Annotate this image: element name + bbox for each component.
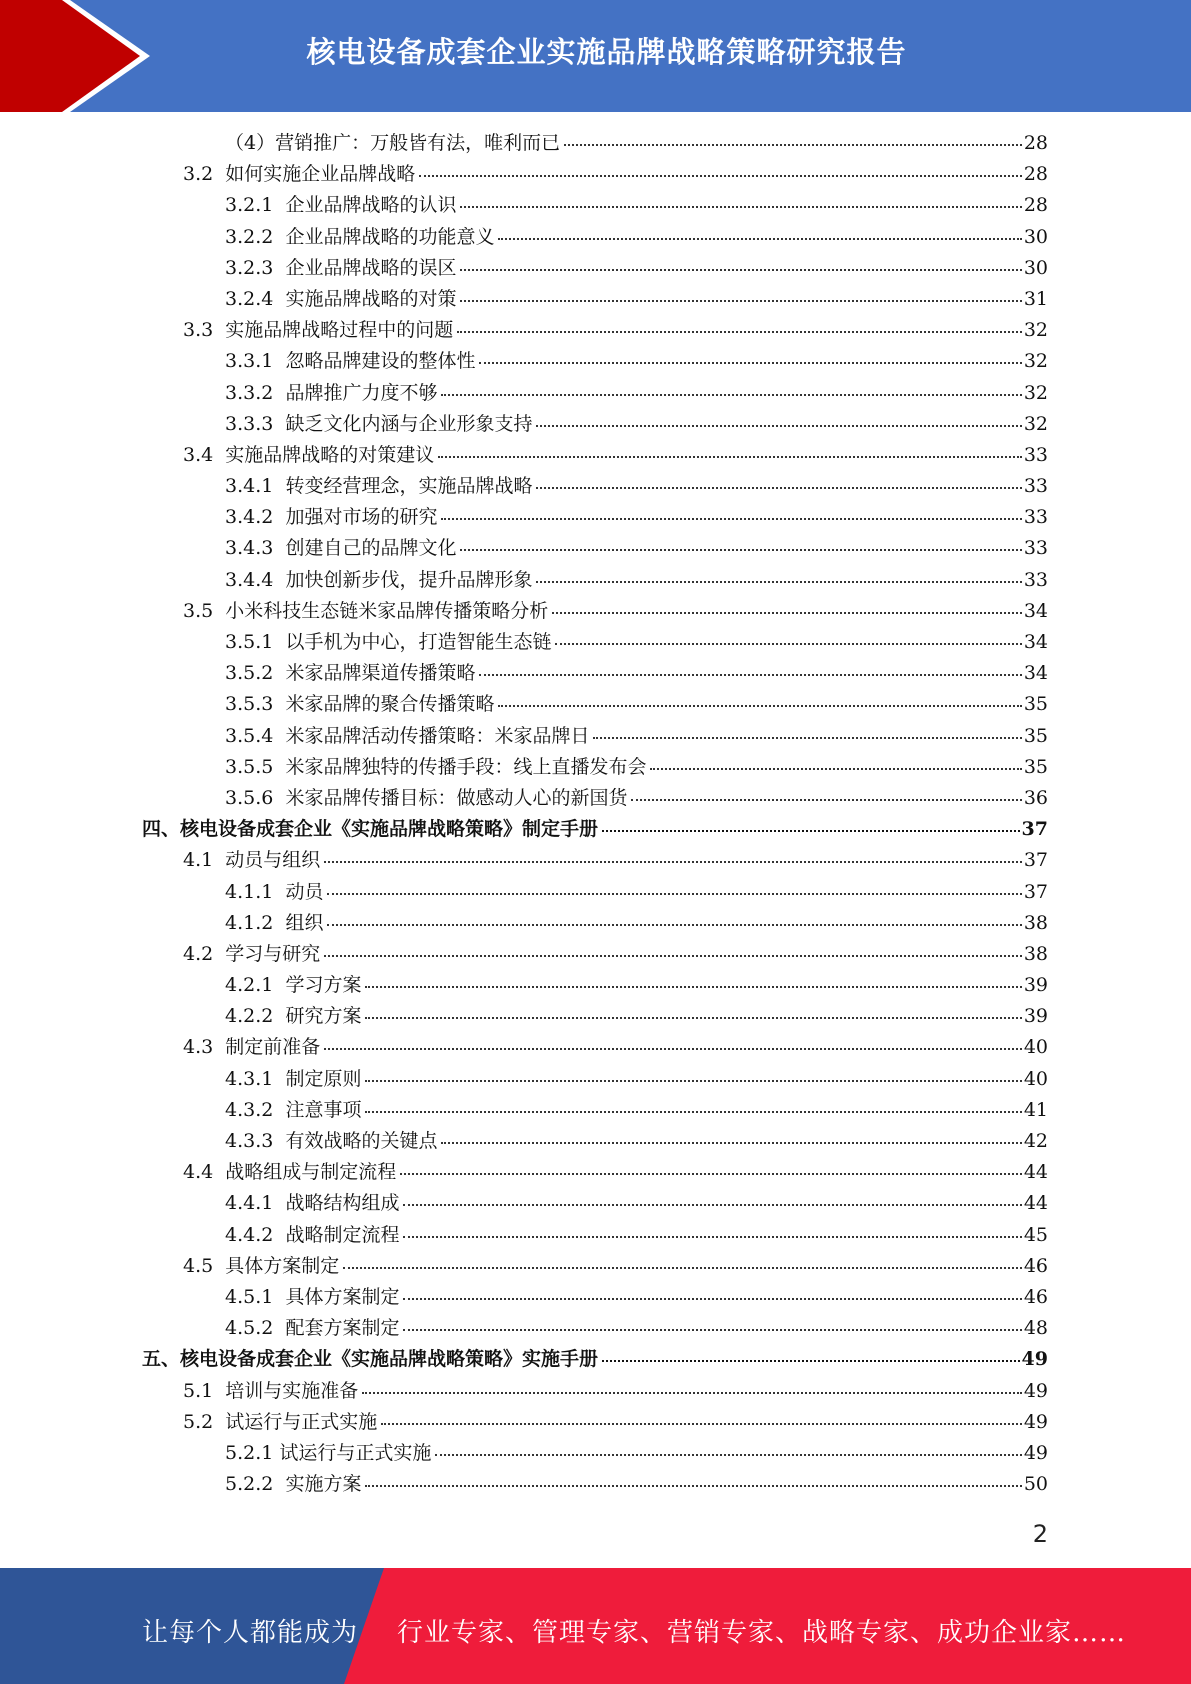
- toc-entry-title: 创建自己的品牌文化: [285, 537, 457, 560]
- toc-entry-row: [225, 627, 1048, 658]
- toc-entry-title: 动员: [285, 880, 324, 903]
- toc-entry-number: 3.2.4: [225, 287, 286, 310]
- toc-entry-title: 制定原则: [285, 1067, 362, 1090]
- toc-entry[interactable]: [0, 533, 1191, 564]
- toc-entry-page: 39: [1023, 974, 1048, 997]
- toc-entry-row: [225, 721, 1048, 752]
- toc-entry-number: 4.3: [183, 1036, 226, 1059]
- toc-entry-row: [225, 409, 1048, 440]
- toc-entry-page: 40: [1023, 1067, 1048, 1090]
- toc-entry-row: [225, 1438, 1048, 1469]
- toc-entry[interactable]: [0, 315, 1191, 346]
- toc-dot-leader: [381, 1422, 1022, 1425]
- toc-entry-page: 28: [1023, 132, 1048, 154]
- toc-dot-leader: [536, 580, 1021, 583]
- toc-entry-page: 38: [1023, 942, 1048, 965]
- toc-entry[interactable]: [0, 596, 1191, 627]
- toc-entry-title: 如何实施企业品牌战略: [225, 163, 416, 186]
- toc-entry-row: [225, 378, 1048, 409]
- toc-entry-number: 3.4.1: [225, 475, 286, 498]
- toc-dot-leader: [324, 954, 1022, 957]
- toc-dot-leader: [419, 174, 1022, 177]
- toc-entry-page: 32: [1023, 319, 1048, 342]
- toc-dot-leader: [403, 1203, 1021, 1206]
- toc-entry-page: 34: [1023, 631, 1048, 653]
- toc-entry-number: 4.3.3: [225, 1130, 286, 1152]
- toc-entry-row: [183, 939, 1048, 970]
- toc-entry-row: [142, 814, 1048, 845]
- toc-dot-leader: [602, 1359, 1020, 1362]
- toc-entry-row: [225, 284, 1048, 315]
- toc-entry-number: 3.5.2: [225, 662, 286, 685]
- toc-entry-title: 营销推广：万般皆有法，唯利而已: [275, 132, 561, 154]
- toc-entry-page: 32: [1023, 350, 1048, 373]
- toc-entry-number: 4.5.2: [225, 1317, 286, 1340]
- toc-entry-title: 五、核电设备成套企业《实施品牌战略策略》实施手册: [142, 1348, 599, 1371]
- toc-entry-number: 4.2.1: [225, 974, 286, 997]
- toc-entry-page: 35: [1023, 693, 1048, 716]
- toc-entry-title: 实施品牌战略过程中的问题: [225, 319, 454, 342]
- toc-entry-page: 49: [1023, 1441, 1048, 1464]
- toc-entry-row: [225, 970, 1048, 1001]
- toc-dot-leader: [343, 1266, 1022, 1269]
- toc-entry-page: 35: [1023, 724, 1048, 747]
- toc-entry-title: 实施方案: [285, 1473, 362, 1496]
- toc-dot-leader: [552, 611, 1022, 614]
- toc-entry-title: 米家品牌独特的传播手段：线上直播发布会: [285, 755, 647, 778]
- toc-entry-row: [225, 222, 1048, 253]
- toc-entry-number: （4）: [225, 132, 276, 154]
- toc-entry[interactable]: [0, 814, 1191, 845]
- toc-dot-leader: [324, 860, 1022, 863]
- toc-entry-number: 4.3.1: [225, 1067, 286, 1090]
- toc-entry[interactable]: [0, 908, 1191, 939]
- toc-entry-row: [225, 1313, 1048, 1344]
- toc-entry[interactable]: [0, 190, 1191, 221]
- toc-entry-number: 3.5.3: [225, 693, 286, 716]
- toc-dot-leader: [457, 330, 1022, 333]
- toc-entry-number: 4.5.1: [225, 1285, 286, 1308]
- toc-dot-leader: [365, 985, 1021, 988]
- toc-entry-title: 米家品牌渠道传播策略: [285, 662, 476, 685]
- toc-entry-title: 注意事项: [285, 1098, 362, 1121]
- toc-entry-title: 制定前准备: [225, 1036, 321, 1059]
- toc-entry-number: 3.4.4: [225, 568, 286, 591]
- toc-entry-number: 5.2.1: [225, 1441, 280, 1464]
- toc-entry-row: [225, 1282, 1048, 1313]
- toc-dot-leader: [593, 736, 1021, 739]
- toc-entry-number: 3.5.1: [225, 631, 286, 653]
- toc-entry[interactable]: [0, 1126, 1191, 1157]
- toc-dot-leader: [365, 1016, 1021, 1019]
- toc-entry-number: 3.4.3: [225, 537, 286, 560]
- toc-entry-title: 动员与组织: [225, 849, 321, 872]
- table-of-contents: [0, 128, 1191, 1500]
- toc-dot-leader: [362, 1391, 1022, 1394]
- toc-entry-title: 转变经营理念，实施品牌战略: [285, 475, 533, 498]
- toc-dot-leader: [536, 424, 1021, 427]
- toc-entry-page: 40: [1023, 1036, 1048, 1059]
- toc-entry-row: [225, 502, 1048, 533]
- toc-dot-leader: [564, 143, 1022, 146]
- toc-entry[interactable]: [0, 752, 1191, 783]
- toc-entry-title: 米家品牌传播目标：做感动人心的新国货: [285, 786, 628, 809]
- toc-dot-leader: [460, 268, 1021, 271]
- toc-dot-leader: [602, 829, 1020, 832]
- toc-entry-page: 37: [1023, 849, 1048, 872]
- toc-entry-number: 3.4.2: [225, 506, 286, 529]
- toc-entry-title: 米家品牌的聚合传播策略: [285, 693, 495, 716]
- toc-dot-leader: [327, 892, 1021, 895]
- toc-dot-leader: [536, 486, 1021, 489]
- toc-entry-row: [225, 658, 1048, 689]
- toc-entry-number: 4.4: [183, 1161, 226, 1184]
- toc-entry-number: 4.4.2: [225, 1223, 286, 1246]
- toc-entry-row: [183, 1157, 1048, 1188]
- toc-entry-number: 3.3.3: [225, 412, 286, 435]
- toc-entry-page: 32: [1023, 412, 1048, 435]
- toc-entry-title: 品牌推广力度不够: [285, 381, 438, 404]
- toc-entry-number: 4.2: [183, 942, 226, 965]
- toc-entry-title: 具体方案制定: [285, 1285, 400, 1308]
- toc-entry-row: [225, 1064, 1048, 1095]
- toc-entry-title: 具体方案制定: [225, 1254, 340, 1277]
- toc-dot-leader: [498, 237, 1021, 240]
- toc-entry-row: [225, 1095, 1048, 1126]
- toc-entry[interactable]: [0, 1064, 1191, 1095]
- toc-entry-title: 战略组成与制定流程: [225, 1161, 397, 1184]
- toc-entry-number: 3.3.2: [225, 381, 286, 404]
- toc-entry-page: 42: [1023, 1130, 1048, 1152]
- toc-entry-row: [225, 877, 1048, 908]
- toc-dot-leader: [460, 299, 1021, 302]
- toc-entry-page: 37: [1021, 818, 1048, 841]
- toc-entry[interactable]: [0, 970, 1191, 1001]
- toc-entry-row: [225, 1469, 1048, 1500]
- toc-entry-number: 4.1.2: [225, 911, 286, 934]
- toc-entry-row: [183, 1251, 1048, 1282]
- toc-entry-number: 3.4: [183, 443, 226, 466]
- toc-entry[interactable]: [0, 1438, 1191, 1469]
- toc-entry-title: 战略结构组成: [285, 1192, 400, 1215]
- toc-entry[interactable]: [0, 658, 1191, 689]
- toc-entry-page: 46: [1023, 1285, 1048, 1308]
- toc-entry-row: [183, 1407, 1048, 1438]
- toc-dot-leader: [324, 1047, 1022, 1050]
- footer-slogan-left: 让每个人都能成为: [142, 1618, 359, 1648]
- toc-entry[interactable]: [0, 721, 1191, 752]
- toc-entry-row: [225, 689, 1048, 720]
- toc-entry-row: [225, 533, 1048, 564]
- toc-dot-leader: [365, 1110, 1021, 1113]
- toc-entry-page: 33: [1023, 506, 1048, 529]
- toc-entry-number: 3.2.2: [225, 225, 286, 248]
- toc-entry-page: 33: [1023, 443, 1048, 466]
- toc-entry[interactable]: [0, 409, 1191, 440]
- toc-dot-leader: [435, 1453, 1021, 1456]
- toc-entry[interactable]: [0, 1220, 1191, 1251]
- toc-entry[interactable]: [0, 440, 1191, 471]
- toc-entry-page: 48: [1023, 1317, 1048, 1340]
- toc-entry-row: [225, 1001, 1048, 1032]
- toc-entry-row: [183, 1032, 1048, 1063]
- toc-entry-title: 培训与实施准备: [225, 1379, 359, 1402]
- toc-entry[interactable]: [0, 1282, 1191, 1313]
- toc-entry-number: 3.2.1: [225, 194, 286, 217]
- toc-entry-page: 30: [1023, 225, 1048, 248]
- toc-entry-number: 4.4.1: [225, 1192, 286, 1215]
- toc-entry-title: 研究方案: [285, 1005, 362, 1028]
- toc-entry[interactable]: [0, 222, 1191, 253]
- toc-entry-row: [225, 908, 1048, 939]
- toc-entry-row: [225, 1220, 1048, 1251]
- toc-entry-row: [225, 752, 1048, 783]
- toc-entry[interactable]: [0, 378, 1191, 409]
- toc-dot-leader: [441, 1141, 1021, 1144]
- toc-entry[interactable]: [0, 845, 1191, 876]
- toc-entry-page: 44: [1023, 1161, 1048, 1184]
- toc-entry-title: 实施品牌战略的对策: [285, 287, 457, 310]
- toc-entry-row: [225, 565, 1048, 596]
- toc-dot-leader: [365, 1079, 1021, 1082]
- toc-dot-leader: [441, 393, 1021, 396]
- toc-entry-number: 3.5.5: [225, 755, 286, 778]
- toc-entry-title: 忽略品牌建设的整体性: [285, 350, 476, 373]
- document-title: 核电设备成套企业实施品牌战略策略研究报告: [306, 35, 907, 69]
- toc-entry-number: 3.5.6: [225, 786, 286, 809]
- toc-entry[interactable]: [0, 1157, 1191, 1188]
- toc-entry-page: 28: [1023, 194, 1048, 217]
- toc-entry-title: 试运行与正式实施: [225, 1410, 378, 1433]
- toc-entry-title: 有效战略的关键点: [285, 1130, 438, 1152]
- toc-entry-page: 34: [1023, 599, 1048, 622]
- toc-entry-row: [225, 190, 1048, 221]
- toc-entry-number: 5.1: [183, 1379, 226, 1402]
- toc-entry-title: 试运行与正式实施: [279, 1441, 432, 1464]
- toc-entry-number: 3.3.1: [225, 350, 286, 373]
- toc-entry-page: 46: [1023, 1254, 1048, 1277]
- toc-entry-title: 企业品牌战略的认识: [285, 194, 457, 217]
- footer-slogan-right: 行业专家、管理专家、营销专家、战略专家、成功企业家……: [397, 1618, 1127, 1648]
- toc-entry-page: 34: [1023, 662, 1048, 685]
- toc-entry-title: 学习与研究: [225, 942, 321, 965]
- toc-entry-row: [142, 1344, 1048, 1375]
- toc-entry[interactable]: [0, 939, 1191, 970]
- toc-dot-leader: [365, 1484, 1021, 1487]
- toc-entry-page: 32: [1023, 381, 1048, 404]
- toc-entry-title: 配套方案制定: [285, 1317, 400, 1340]
- toc-entry-number: 4.2.2: [225, 1005, 286, 1028]
- toc-entry-title: 实施品牌战略的对策建议: [225, 443, 435, 466]
- toc-entry[interactable]: [0, 1095, 1191, 1126]
- toc-entry[interactable]: [0, 1188, 1191, 1219]
- toc-entry[interactable]: [0, 877, 1191, 908]
- toc-entry-title: 学习方案: [285, 974, 362, 997]
- toc-entry-page: 33: [1023, 568, 1048, 591]
- toc-entry-title: 企业品牌战略的误区: [285, 256, 457, 279]
- page-number: 2: [1032, 1520, 1048, 1548]
- toc-entry-row: [225, 471, 1048, 502]
- toc-entry-page: 35: [1023, 755, 1048, 778]
- toc-entry-page: 31: [1023, 287, 1048, 310]
- toc-entry-page: 33: [1023, 537, 1048, 560]
- toc-entry-title: 四、核电设备成套企业《实施品牌战略策略》制定手册: [142, 818, 599, 841]
- toc-entry-title: 组织: [285, 911, 324, 934]
- toc-entry[interactable]: [0, 1251, 1191, 1282]
- toc-entry-title: 缺乏文化内涵与企业形象支持: [285, 412, 533, 435]
- toc-entry[interactable]: [0, 627, 1191, 658]
- toc-entry-number: 3.3: [183, 319, 226, 342]
- toc-entry-row: [225, 1188, 1048, 1219]
- toc-dot-leader: [479, 673, 1021, 676]
- toc-entry[interactable]: [0, 253, 1191, 284]
- toc-entry[interactable]: [0, 1313, 1191, 1344]
- toc-dot-leader: [460, 205, 1021, 208]
- toc-entry-number: 5.2.2: [225, 1473, 286, 1496]
- toc-entry-page: 30: [1023, 256, 1048, 279]
- toc-entry-row: [225, 346, 1048, 377]
- toc-entry-page: 28: [1023, 163, 1048, 186]
- toc-entry[interactable]: [0, 1376, 1191, 1407]
- toc-entry-title: 以手机为中心，打造智能生态链: [285, 631, 552, 653]
- toc-entry[interactable]: [0, 471, 1191, 502]
- toc-entry-number: 4.1.1: [225, 880, 286, 903]
- toc-entry-page: 50: [1023, 1473, 1048, 1496]
- toc-entry-row: [225, 1126, 1048, 1157]
- toc-entry[interactable]: [0, 346, 1191, 377]
- toc-entry-page: 37: [1023, 880, 1048, 903]
- toc-dot-leader: [403, 1235, 1021, 1238]
- toc-entry-row: [183, 315, 1048, 346]
- toc-entry-title: 企业品牌战略的功能意义: [285, 225, 495, 248]
- toc-dot-leader: [631, 798, 1021, 801]
- toc-entry-row: [225, 783, 1048, 814]
- toc-entry-page: 44: [1023, 1192, 1048, 1215]
- toc-dot-leader: [438, 455, 1022, 458]
- toc-entry-number: 3.5.4: [225, 724, 286, 747]
- toc-entry-title: 加强对市场的研究: [285, 506, 438, 529]
- toc-dot-leader: [498, 704, 1021, 707]
- toc-entry-title: 米家品牌活动传播策略：米家品牌日: [285, 724, 590, 747]
- toc-entry[interactable]: [0, 159, 1191, 190]
- toc-entry-number: 3.2: [183, 163, 226, 186]
- toc-entry-page: 36: [1023, 786, 1048, 809]
- toc-entry-title: 小米科技生态链米家品牌传播策略分析: [225, 599, 549, 622]
- toc-entry[interactable]: [0, 1344, 1191, 1375]
- toc-entry[interactable]: [0, 1469, 1191, 1500]
- toc-entry-row: [183, 159, 1048, 190]
- toc-entry[interactable]: [0, 565, 1191, 596]
- toc-dot-leader: [650, 767, 1021, 770]
- toc-dot-leader: [479, 361, 1021, 364]
- toc-entry-number: 3.5: [183, 599, 226, 622]
- toc-entry-title: 战略制定流程: [285, 1223, 400, 1246]
- toc-entry-number: 4.1: [183, 849, 226, 872]
- toc-dot-leader: [403, 1297, 1021, 1300]
- toc-entry-page: 33: [1023, 475, 1048, 498]
- toc-entry-page: 45: [1023, 1223, 1048, 1246]
- toc-entry-number: 3.2.3: [225, 256, 286, 279]
- toc-entry-row: [183, 1376, 1048, 1407]
- toc-entry-row: [225, 128, 1048, 159]
- toc-dot-leader: [403, 1328, 1021, 1331]
- toc-entry-row: [183, 440, 1048, 471]
- toc-entry[interactable]: [0, 783, 1191, 814]
- toc-entry-page: 41: [1023, 1098, 1048, 1121]
- toc-entry-number: 4.5: [183, 1254, 226, 1277]
- toc-dot-leader: [400, 1172, 1022, 1175]
- toc-entry[interactable]: [0, 689, 1191, 720]
- toc-entry-page: 39: [1023, 1005, 1048, 1028]
- toc-dot-leader: [555, 642, 1021, 645]
- toc-dot-leader: [460, 548, 1021, 551]
- toc-entry-page: 49: [1023, 1410, 1048, 1433]
- toc-dot-leader: [441, 517, 1021, 520]
- page-header: [0, 0, 1191, 112]
- toc-entry-number: 4.3.2: [225, 1098, 286, 1121]
- toc-entry-number: 5.2: [183, 1410, 226, 1433]
- toc-dot-leader: [327, 923, 1021, 926]
- toc-entry-page: 38: [1023, 911, 1048, 934]
- toc-entry[interactable]: [0, 1001, 1191, 1032]
- toc-entry[interactable]: [0, 128, 1191, 159]
- toc-entry[interactable]: [0, 502, 1191, 533]
- page-footer: [0, 1568, 1191, 1684]
- toc-entry-row: [183, 596, 1048, 627]
- toc-entry-page: 49: [1021, 1348, 1048, 1371]
- toc-entry-title: 加快创新步伐，提升品牌形象: [285, 568, 533, 591]
- toc-entry[interactable]: [0, 1032, 1191, 1063]
- toc-entry[interactable]: [0, 1407, 1191, 1438]
- toc-entry-row: [225, 253, 1048, 284]
- toc-entry-row: [183, 845, 1048, 876]
- toc-entry[interactable]: [0, 284, 1191, 315]
- toc-entry-page: 49: [1023, 1379, 1048, 1402]
